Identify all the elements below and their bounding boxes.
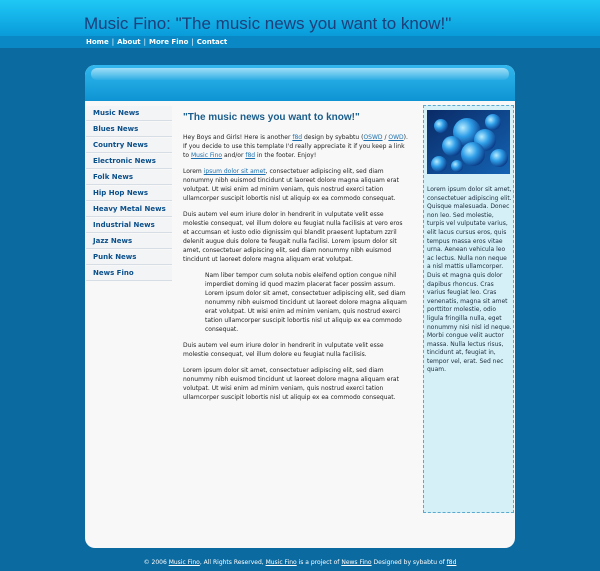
nav-home[interactable]: Home — [86, 38, 109, 46]
footer-text: © 2006 — [143, 559, 169, 566]
paragraph: Duis autem vel eum iriure dolor in hendrerit in vulputate velit esse molestie consequat, vel illum dolore eu feugiat nulla facilisis. — [183, 342, 384, 358]
f8d-link[interactable]: f8d — [292, 134, 303, 141]
intro-text: / — [382, 134, 389, 141]
sidebar-item-heavy-metal-news[interactable]: Heavy Metal News — [86, 202, 172, 217]
sidebar-item-music-news[interactable]: Music News — [86, 106, 172, 121]
intro-paragraph — [183, 133, 408, 160]
main-content — [183, 112, 408, 409]
intro-text: ). If you decide to use this template I'd really appreciate it if you keep a link to — [183, 134, 408, 159]
site-title: Music Fino: "The music news you want to know!" — [84, 14, 452, 33]
paragraph-text: Lorem — [183, 168, 204, 175]
card-header — [85, 65, 515, 101]
intro-text: design by sybabtu ( — [302, 134, 364, 141]
bubbles-illustration — [427, 110, 510, 174]
sidebar-text: Lorem ipsum dolor sit amet, consectetuer adipiscing elit. Quisque malesuada. Donec non leo. Sed molestie, turpis vel vulputate varius, elit lacus cursus eros, quis tempus massa eros vitae urna. Aenean vehicula leo ac lectus. Nulla non neque a nisl mattis ullamcorper. Duis et magna quis dolor dapibus rhoncus. Cras varius feugiat leo. Cras venenatis, magna sit amet porttitor molestie, odio ligula fringilla nulla, eget nonummy nisi nisl id neque. Morbi congue velit auctor massa. Nulla lectus risus, tincidunt at, feugiat in, tempor vel, erat. Sed nec quam. — [427, 186, 512, 374]
footer-f8d-link[interactable]: f8d — [446, 559, 457, 566]
footer-text: is a project of — [296, 559, 342, 566]
nav-more-fino[interactable]: More Fino — [149, 38, 189, 46]
sidebar-item-punk-news[interactable]: Punk News — [86, 250, 172, 265]
sidebar-item-jazz-news[interactable]: Jazz News — [86, 234, 172, 249]
sidebar-item-country-news[interactable]: Country News — [86, 138, 172, 153]
nav-separator: | — [191, 38, 194, 46]
main-card — [85, 65, 515, 548]
blockquote: Nam liber tempor cum soluta nobis eleifend option congue nihil imperdiet doming id quod mazim placerat facer possim assum. Lorem ipsum dolor sit amet, consectetuer adipiscing elit, sed diam nonummy nibh euismod tincidunt ut laoreet dolore magna aliquam erat volutpat. Ut wisi enim ad minim veniam, quis nostrud exerci tation ullamcorper suscipit lobortis nisl ut aliquip ex ea commodo consequat. — [205, 272, 407, 333]
footer-text: Designed by sybabtu of — [371, 559, 447, 566]
nav-about[interactable]: About — [117, 38, 141, 46]
bubbles-image — [427, 110, 510, 174]
top-nav — [0, 36, 600, 48]
sidebar-box — [423, 105, 514, 513]
intro-text: in the footer. Enjoy! — [255, 152, 317, 159]
page-title: "The music news you want to know!" — [183, 112, 360, 123]
nav-separator: | — [111, 38, 115, 46]
sidebar-nav — [86, 106, 172, 282]
nav-separator: | — [143, 38, 147, 46]
paragraph: Lorem ipsum dolor sit amet, consectetuer adipiscing elit, sed diam nonummy nibh euismod tincidunt ut laoreet dolore magna aliquam erat volutpat. Ut wisi enim ad minim veniam, quis nostrud exerci tation ullamcorper suscipit lobortis nisl ut aliquip ex ea commodo consequat. — [183, 367, 399, 401]
card-header-gloss — [91, 68, 509, 80]
sidebar-item-folk-news[interactable]: Folk News — [86, 170, 172, 185]
footer-music-fino-link[interactable]: Music Fino — [168, 559, 200, 566]
paragraph-text: , consectetuer adipiscing elit, sed diam nonummy nibh euismod tincidunt ut laoreet dolore magna aliquam erat volutpat. Ut wisi enim ad minim veniam, quis nostrud exerci tation ullamcorper suscipit lobortis nisl ut aliquip ex ea commodo consequat. — [183, 168, 399, 202]
sidebar-item-news-fino[interactable]: News Fino — [86, 266, 172, 281]
lorem-link[interactable]: ipsum dolor sit amet — [203, 168, 266, 175]
footer-text: , All Rights Reserved, — [199, 559, 266, 566]
oswd-link[interactable]: OSWD — [363, 134, 383, 141]
footer-music-fino-link[interactable]: Music Fino — [265, 559, 297, 566]
footer — [0, 559, 600, 566]
sidebar-item-blues-news[interactable]: Blues News — [86, 122, 172, 137]
intro-text: and/or — [222, 152, 246, 159]
paragraph: Duis autem vel eum iriure dolor in hendrerit in vulputate velit esse molestie consequat, vel illum dolore eu feugiat nulla facilisis at vero eros et accumsan et iusto odio dignissim qui blandit praesent luptatum zzril delenit augue duis dolore te feugait nulla facilisi. Lorem ipsum dolor sit amet, consectetuer adipiscing elit, sed diam nonummy nibh euismod tincidunt ut laoreet dolore magna aliquam erat volutpat. — [183, 211, 403, 263]
intro-text: Hey Boys and Girls! Here is another — [183, 134, 293, 141]
footer-news-fino-link[interactable]: News Fino — [341, 559, 372, 566]
sidebar-item-electronic-news[interactable]: Electronic News — [86, 154, 172, 169]
sidebar-item-industrial-news[interactable]: Industrial News — [86, 218, 172, 233]
sidebar-item-hip-hop-news[interactable]: Hip Hop News — [86, 186, 172, 201]
music-fino-link[interactable]: Music Fino — [190, 152, 223, 159]
paragraph — [183, 167, 408, 203]
nav-contact[interactable]: Contact — [196, 38, 228, 46]
owd-link[interactable]: OWD — [388, 134, 404, 141]
f8d-link[interactable]: f8d — [245, 152, 256, 159]
